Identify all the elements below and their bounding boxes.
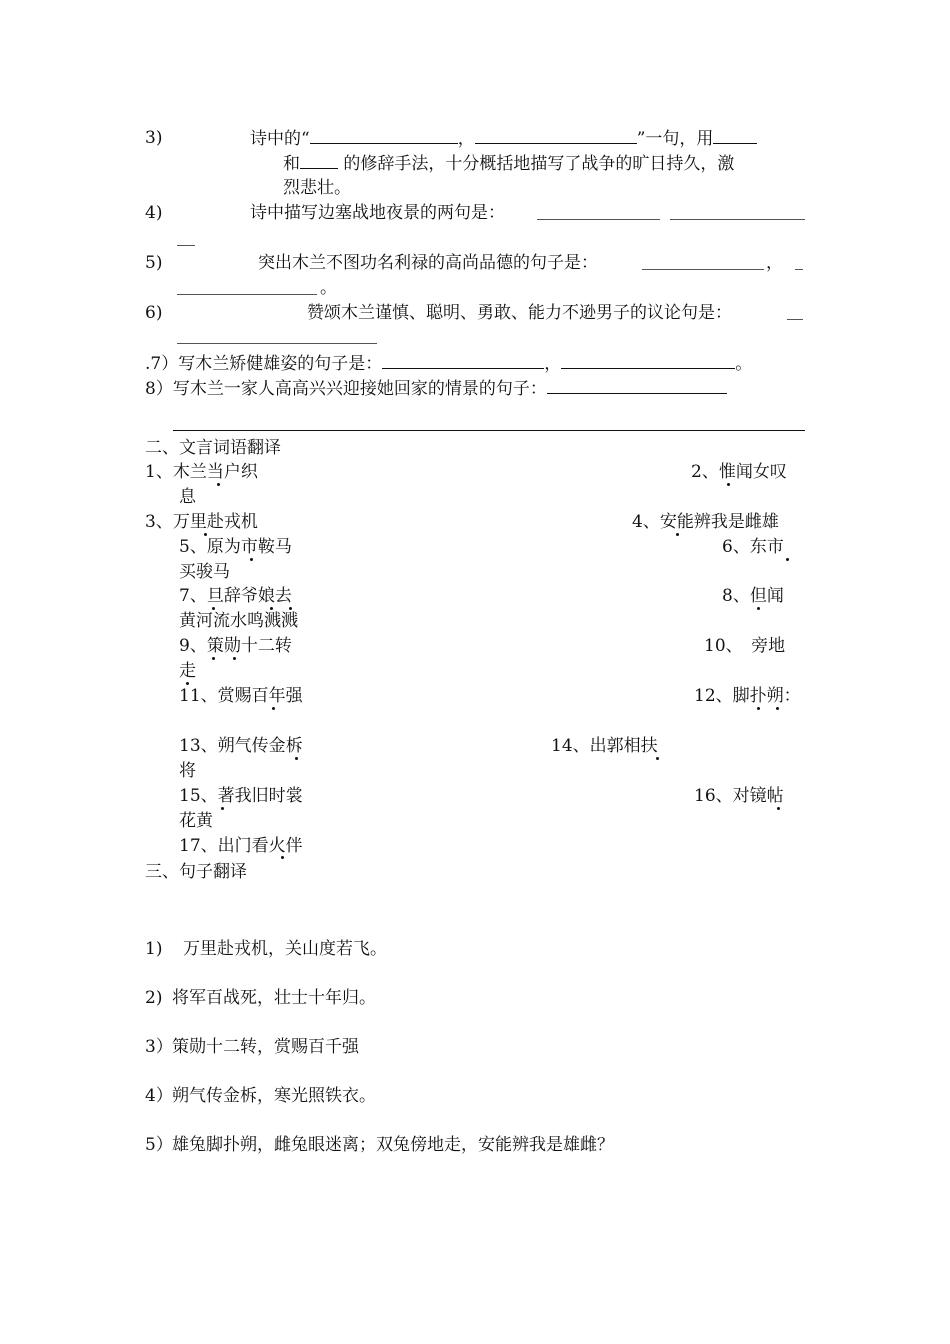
vocab-item-7: 7、旦辞爷娘去: [179, 586, 292, 606]
vocab-item-2-cont: 息: [179, 487, 196, 507]
emphasis-dot: [270, 607, 273, 610]
blank[interactable]: [537, 219, 660, 220]
vocab-item-6: 6、东市: [722, 537, 784, 557]
vocab-item-14: 14、出郭相扶: [551, 736, 658, 756]
vocab-item-9: 9、策勋十二转: [179, 636, 292, 656]
blank[interactable]: [787, 319, 803, 320]
sentence-number: 5）: [145, 1135, 173, 1155]
emphasis-dot: [289, 607, 292, 610]
blank[interactable]: [795, 269, 803, 270]
emphasis-dot: [272, 707, 275, 710]
vocab-item-17: 17、出门看火伴: [179, 836, 303, 856]
blank[interactable]: [382, 353, 544, 369]
vocab-item-15-cont: 花黄: [179, 811, 213, 831]
vocab-item-5: 5、原为市鞍马: [179, 537, 292, 557]
blank[interactable]: [177, 343, 377, 344]
vocab-item-1: 1、木兰当户织: [145, 462, 258, 482]
sentence-text: 朔气传金柝，寒光照铁衣。: [172, 1086, 376, 1106]
blank[interactable]: [177, 294, 317, 295]
q4-text: 诗中描写边塞战地夜景的两句是：: [250, 203, 505, 223]
q4-number: 4): [145, 203, 163, 223]
emphasis-dot: [776, 707, 779, 710]
vocab-item-15: 15、著我旧时裳: [179, 786, 303, 806]
emphasis-dot: [212, 607, 215, 610]
emphasis-dot: [186, 682, 189, 685]
sentence-text: 雄兔脚扑朔，雌兔眼迷离；双兔傍地走，安能辨我是雄雌？: [172, 1135, 614, 1155]
q3-line1: 诗中的“ ， ”一句，用: [250, 128, 757, 149]
q3-line3: 烈悲壮。: [283, 178, 351, 198]
blank[interactable]: [177, 245, 195, 246]
sentence-number: 2): [145, 988, 163, 1008]
answer-line[interactable]: [173, 430, 805, 431]
blank[interactable]: [713, 128, 757, 144]
q5-number: 5): [145, 253, 163, 273]
sentence-text: 策勋十二转，赏赐百千强: [172, 1037, 359, 1057]
emphasis-dot: [250, 558, 253, 561]
q3-line2: 和 的修辞手法，十分概括地描写了战争的旷日持久，激: [283, 154, 735, 174]
blank[interactable]: [670, 219, 805, 220]
emphasis-dot: [656, 757, 659, 760]
vocab-item-13-cont: 将: [179, 761, 196, 781]
emphasis-dot: [217, 483, 220, 486]
emphasis-dot: [757, 607, 760, 610]
blank[interactable]: [547, 378, 727, 394]
emphasis-dot: [676, 533, 679, 536]
blank[interactable]: [475, 128, 637, 144]
vocab-item-8-cont: 黄河流水鸣溅溅: [179, 611, 298, 631]
vocab-item-13: 13、朔气传金柝: [179, 736, 303, 756]
emphasis-dot: [757, 707, 760, 710]
emphasis-dot: [786, 558, 789, 561]
section3-title: 三、句子翻译: [145, 862, 247, 882]
emphasis-dot: [233, 657, 236, 660]
vocab-item-16: 16、对镜帖: [694, 786, 784, 806]
section2-title: 二、文言词语翻译: [145, 438, 281, 458]
q7-line: .7）写木兰矫健雄姿的句子是： ， 。: [145, 354, 753, 374]
vocab-item-3: 3、万里赴戎机: [145, 512, 258, 532]
vocab-item-8: 8、但闻: [722, 586, 784, 606]
q8-line: 8）写木兰一家人高高兴兴迎接她回家的情景的句子：: [145, 378, 727, 399]
sentence-number: 3）: [145, 1037, 173, 1057]
q5-comma: ，: [766, 253, 783, 273]
vocab-item-2: 2、惟闻女叹: [691, 462, 787, 482]
q6-text: 赞颂木兰谨慎、聪明、勇敢、能力不逊男子的议论句是：: [307, 303, 732, 323]
q5-text: 突出木兰不图功名利禄的高尚品德的句子是：: [258, 253, 598, 273]
blank[interactable]: [300, 153, 338, 169]
emphasis-dot: [204, 533, 207, 536]
sentence-text: 将军百战死，壮士十年归。: [172, 988, 376, 1008]
emphasis-dot: [295, 757, 298, 760]
vocab-item-12: 12、脚扑朔：: [694, 686, 801, 706]
vocab-item-6-cont: 买骏马: [179, 562, 230, 582]
sentence-number: 1): [145, 939, 163, 959]
sentence-text: 万里赴戎机，关山度若飞。: [183, 939, 387, 959]
blank[interactable]: [310, 128, 458, 144]
blank[interactable]: [642, 269, 764, 270]
emphasis-dot: [777, 807, 780, 810]
sentence-number: 4）: [145, 1086, 173, 1106]
blank[interactable]: [561, 353, 735, 369]
q5-end: 。: [320, 278, 337, 298]
vocab-item-10: 10、 旁地: [704, 636, 786, 656]
vocab-item-11: 11、赏赐百年强: [179, 686, 303, 706]
q6-number: 6): [145, 303, 163, 323]
emphasis-dot: [281, 856, 284, 859]
emphasis-dot: [221, 807, 224, 810]
vocab-item-4: 4、安能辨我是雌雄: [632, 512, 779, 532]
vocab-item-10-cont: 走: [179, 661, 196, 681]
emphasis-dot: [212, 657, 215, 660]
q3-number: 3): [145, 128, 163, 148]
emphasis-dot: [727, 483, 730, 486]
